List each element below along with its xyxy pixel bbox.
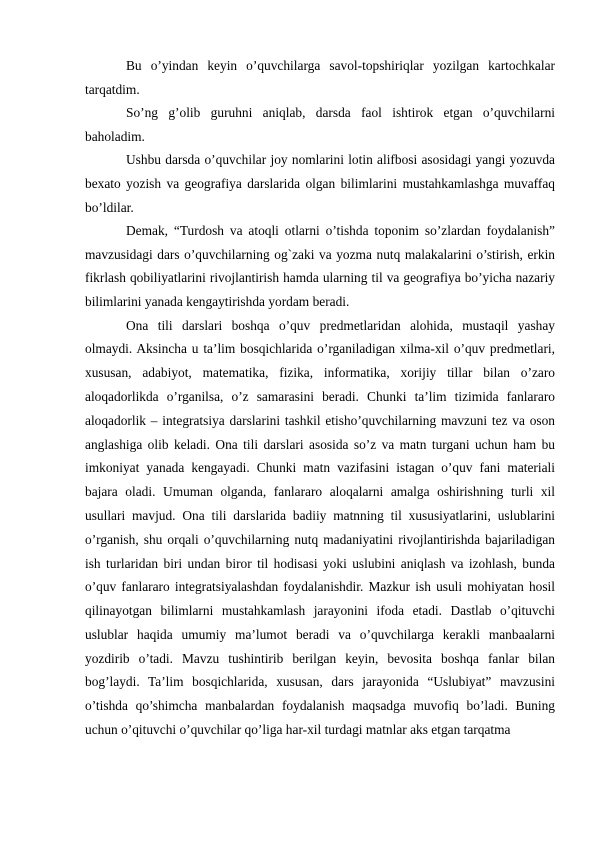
paragraph-1: Bu o’yindan keyin o’quvchilarga savol-topshiriqlar yozilgan kartochkalar tarqatdim. (85, 58, 555, 97)
paragraph-5: Ona tili darslari boshqa o’quv predmetlaridan alohida, mustaqil yashay olmaydi. Aksincha u ta’lim bosqichlarida o’rganiladigan xilma-xil o’quv predmetlari, xususan, adabiyot, matematika, fizika, informatika, xorijiy tillar bilan o’zaro aloqadorlikda o’rganilsa, o’z samarasini beradi. Chunki ta’lim tizimida fanlararo aloqadorlik – integratsiya darslarini tashkil etisho’quvchilarning mavzuni tez va oson anglashiga olib keladi. Ona tili darslari asosida so’z va matn turgani uchun ham bu imkoniyat yanada kengayadi. Chunki matn vazifasini istagan o’quv fani materiali bajara oladi. Umuman olganda, fanlararo aloqalarni amalga oshirishning turli xil usullari mavjud. Ona tili darslarida badiiy matnning til xususiyatlarini, uslublarini o’rganish, shu orqali o’quvchilarning nutq madaniyatini rivojlantirishda bajariladigan ish turlaridan biri undan biror til hodisasi yoki uslubini aniqlash va izohlash, bunda o’quv fanlararo integratsiyalashdan foydalanishdir. Mazkur ish usuli mohiyatan hosil qilinayotgan bilimlarni mustahkamlash jarayonini ifoda etadi. Dastlab o’qituvchi uslublar haqida umumiy ma’lumot beradi va o’quvchilarga kerakli manbaalarni yozdirib o’tadi. Mavzu tushintirib berilgan keyin, bevosita boshqa fanlar bilan bog’laydi. Ta’lim bosqichlarida, xususan, dars jarayonida “Uslubiyat” mavzusini o’tishda qo’shimcha manbalardan foydalanish maqsadga muvofiq bo’ladi. Buning uchun o’qituvchi o’quvchilar qo’liga har-xil turdagi matnlar aks etgan tarqatma (85, 317, 555, 738)
paragraph-2: So’ng g’olib guruhni aniqlab, darsda faol ishtirok etgan o’quvchilarni baholadim. (85, 105, 555, 144)
document-page (85, 54, 555, 742)
paragraph-4: Demak, “Turdosh va atoqli otlarni o’tishda toponim so’zlardan foydalanish” mavzusidagi dars o’quvchilarning og`zaki va yozma nutq malakalarini o’stirish, erkin fikrlash qobiliyatlarini rivojlantirish hamda ularning til va geografiya bo’yicha nazariy bilimlarini yanada kengaytirishda yordam beradi. (85, 223, 555, 309)
paragraph-3: Ushbu darsda o’quvchilar joy nomlarini lotin alifbosi asosidagi yangi yozuvda bexato yozish va geografiya darslarida olgan bilimlarini mustahkamlashga muvaffaq bo’ldilar. (85, 152, 555, 215)
